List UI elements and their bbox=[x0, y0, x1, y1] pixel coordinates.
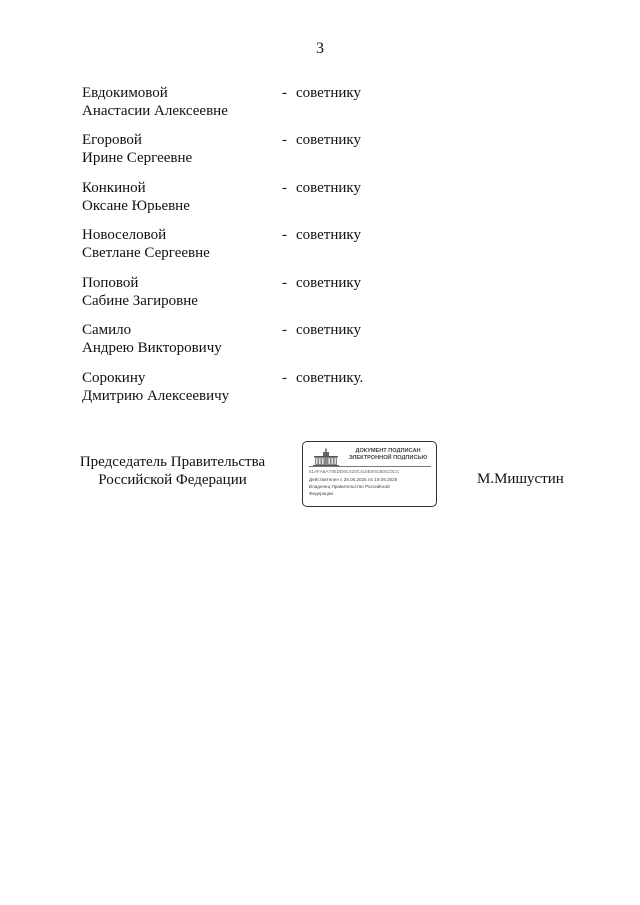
entry-position: советнику bbox=[296, 227, 361, 243]
stamp-owner-line1: Владелец Правительство Российской bbox=[309, 484, 390, 489]
stamp-certificate: 51AFA6A70EDD6C420C416E0043E5C0CC bbox=[309, 469, 400, 474]
entry-dash: - bbox=[282, 132, 287, 148]
entry-given-names: Светлане Сергеевне bbox=[82, 245, 210, 261]
appointment-entry bbox=[82, 84, 542, 124]
appointment-entry bbox=[82, 226, 542, 266]
entry-surname: Конкиной bbox=[82, 180, 146, 196]
entry-dash: - bbox=[282, 227, 287, 243]
signer-title-line2: Российской Федерации bbox=[98, 472, 247, 488]
entry-surname: Новоселовой bbox=[82, 227, 167, 243]
stamp-divider bbox=[309, 466, 431, 467]
signer-title-line1: Председатель Правительства bbox=[79, 454, 266, 470]
page-number: 3 bbox=[316, 40, 324, 57]
entry-given-names: Андрею Викторовичу bbox=[82, 340, 222, 356]
entry-given-names: Анастасии Алексеевне bbox=[82, 103, 228, 119]
entry-position: советнику bbox=[296, 275, 361, 291]
appointment-entry bbox=[82, 179, 542, 219]
entry-dash: - bbox=[282, 275, 287, 291]
entry-given-names: Оксане Юрьевне bbox=[82, 198, 190, 214]
entry-surname: Евдокимовой bbox=[82, 85, 168, 101]
appointment-entry bbox=[82, 131, 542, 171]
electronic-signature-stamp bbox=[302, 441, 437, 507]
entry-position: советнику bbox=[296, 322, 361, 338]
entry-given-names: Дмитрию Алексеевичу bbox=[82, 388, 230, 404]
entry-surname: Сорокину bbox=[82, 370, 146, 386]
entry-position: советнику bbox=[296, 85, 361, 101]
government-building-icon bbox=[311, 448, 341, 468]
entry-dash: - bbox=[282, 85, 287, 101]
signer-title bbox=[70, 453, 275, 489]
appointment-entry bbox=[82, 321, 542, 361]
stamp-owner-line2: Федерации bbox=[309, 491, 334, 496]
entry-surname: Егоровой bbox=[82, 132, 142, 148]
entry-position: советнику bbox=[296, 180, 361, 196]
entry-dash: - bbox=[282, 322, 287, 338]
entry-position: советнику bbox=[296, 132, 361, 148]
entry-dash: - bbox=[282, 370, 287, 386]
appointment-entry bbox=[82, 274, 542, 314]
entry-given-names: Ирине Сергеевне bbox=[82, 150, 193, 166]
entry-given-names: Сабине Загировне bbox=[82, 293, 198, 309]
signer-name: М.Мишустин bbox=[477, 471, 564, 487]
appointment-entry bbox=[82, 369, 542, 409]
entry-position: советнику. bbox=[296, 370, 364, 386]
stamp-validity: Действителен с 26.06.2025 по 19.09.2026 bbox=[309, 477, 398, 482]
stamp-title-line1: ДОКУМЕНТ ПОДПИСАН bbox=[355, 448, 421, 454]
stamp-title bbox=[341, 448, 435, 462]
entry-dash: - bbox=[282, 180, 287, 196]
stamp-title-line2: ЭЛЕКТРОННОЙ ПОДПИСЬЮ bbox=[348, 455, 428, 461]
entry-surname: Самило bbox=[82, 322, 132, 338]
entry-surname: Поповой bbox=[82, 275, 139, 291]
